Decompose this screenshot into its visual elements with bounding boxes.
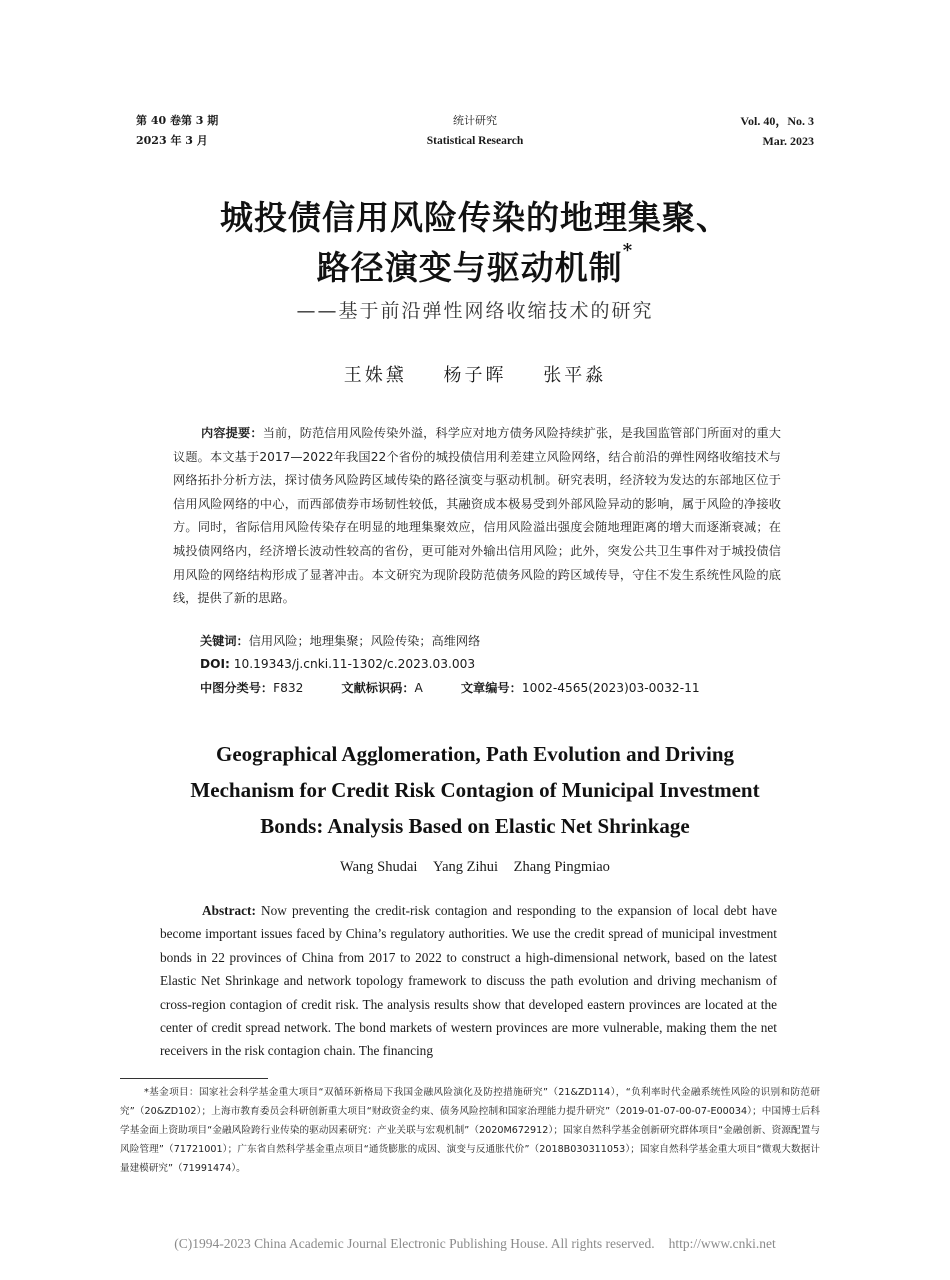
funding-footnote: *基金项目：国家社会科学基金重大项目“双循环新格局下我国金融风险演化及防控措施研究”（21&ZD114），“负利率时代金融系统性风险的识别和防范研究”（20&ZD102）；上海市教育委员会科研创新重大项目“财政资金约束、债务风险控制和国家治理能力提升研究”（2019-01-07-00-07-E00034）；中国博士后科学基金面上资助项目“金融风险跨行业传染的驱动因素研究：产业关联与宏观机制”（2020M672912）；国家自然科学基金创新研究群体项目“金融创新、资源配置与风险管理”（71721001）；广东省自然科学基金重点项目“通货膨胀的成因、演变与反通胀代价”（2018B030311053）；国家自然科学基金重大项目“微观大数据计量建模研究”（71991474）。 <box>120 1087 820 1174</box>
abstract-en-text: Now preventing the credit-risk contagion and responding to the expansion of local debt have become important issues faced by China’s regulatory authorities. We use the credit spread of municipal investment bonds in 22 provinces of China from 2017 to 2022 to construct a high-dimensional network, based on the latest Elastic Net Shrinkage and network topology framework to discuss the path evolution and driving mechanism of cross-region contagion of credit risk. The analysis results show that developed eastern provinces are located at the center of credit spread network. The bond markets of western provinces are more vulnerable, making them the net receivers in the risk contagion chain. The financing <box>160 903 777 1059</box>
title-cn-line2 <box>0 242 950 289</box>
abstract-cn-text: 当前，防范信用风险传染外溢，科学应对地方债务风险持续扩张，是我国监管部门所面对的重大议题。本文基于2017—2022年我国22个省份的城投债信用利差建立风险网络，结合前沿的弹性网络收缩技术与网络拓扑分析方法，探讨债务风险跨区域传染的路径演变与驱动机制。研究表明，经济较为发达的东部地区位于信用风险网络的中心，而西部债券市场韧性较低，其融资成本极易受到外部风险异动的影响，属于风险的净接收方。同时，省际信用风险传染存在明显的地理集聚效应，信用风险溢出强度会随地理距离的增大而逐渐衰减；在城投债网络内，经济增长波动性较高的省份，更可能对外输出信用风险；此外，突发公共卫生事件对于城投债信用风险的网络结构形成了显著冲击。本文研究为现阶段防范债务风险的跨区域传导，守住不发生系统性风险的底线，提供了新的思路。 <box>173 426 781 606</box>
keywords-text: 信用风险；地理集聚；风险传染；高维网络 <box>248 634 481 648</box>
abstract-cn-label: 内容提要： <box>201 426 263 440</box>
journal-name-en: Statistical Research <box>426 135 524 147</box>
copyright-text: (C)1994-2023 China Academic Journal Electronic Publishing House. All rights reserved. <box>174 1236 655 1251</box>
title-en-line3: Bonds: Analysis Based on Elastic Net Shrinkage <box>260 814 690 838</box>
issue-date: 2023 年 3 月 <box>136 134 208 147</box>
clc-label: 中图分类号： <box>200 681 274 695</box>
subtitle-cn: ——基于前沿弹性网络收缩技术的研究 <box>296 300 654 322</box>
abstract-cn <box>173 422 781 611</box>
doi <box>200 653 800 676</box>
title-cn-line1: 城投债信用风险传染的地理集聚、 <box>220 198 730 237</box>
title-cn-line2-text: 路径演变与驱动机制 <box>316 248 623 287</box>
issue-date-en: Mar. 2023 <box>762 134 814 148</box>
title-en-line1: Geographical Agglomeration, Path Evolution and Driving <box>215 742 735 766</box>
volume-issue: 第 40 卷第 3 期 <box>136 114 219 127</box>
article-number-value: 1002-4565(2023)03-0032-11 <box>521 681 700 695</box>
footnote-rule <box>120 1078 268 1079</box>
authors-cn <box>0 361 950 387</box>
funding-marker: * <box>622 240 634 261</box>
doc-code-label: 文献标识码： <box>341 681 415 695</box>
doi-link[interactable]: 10.19343/j.cnki.11-1302/c.2023.03.003 <box>229 657 476 671</box>
volume-issue-en: Vol. 40，No. 3 <box>740 114 814 128</box>
author-cn: 杨子晖 <box>443 365 507 386</box>
author-en: Yang Zihui <box>433 859 499 875</box>
copyright-line <box>0 1236 950 1252</box>
author-cn: 张平淼 <box>543 365 607 386</box>
article-number-label: 文章编号： <box>460 681 522 695</box>
clc-value: F832 <box>273 681 304 695</box>
author-en: Wang Shudai <box>340 859 418 875</box>
doc-code-value: A <box>414 681 423 695</box>
classification <box>200 677 800 700</box>
authors-en <box>0 859 950 876</box>
keywords <box>200 630 800 653</box>
author-cn: 王姝黛 <box>343 365 407 386</box>
journal-name-cn: 统计研究 <box>453 114 497 127</box>
journal-volume-en <box>740 111 814 151</box>
author-en: Zhang Pingmiao <box>513 859 610 875</box>
title-en-line2: Mechanism for Credit Risk Contagion of Municipal Investment <box>190 778 760 802</box>
keywords-label: 关键词： <box>200 634 249 648</box>
abstract-en <box>160 899 777 1063</box>
abstract-en-label: Abstract: <box>202 903 256 918</box>
cnki-link[interactable]: http://www.cnki.net <box>668 1236 776 1251</box>
title-en <box>150 736 800 844</box>
doi-label: DOI: <box>200 657 230 671</box>
